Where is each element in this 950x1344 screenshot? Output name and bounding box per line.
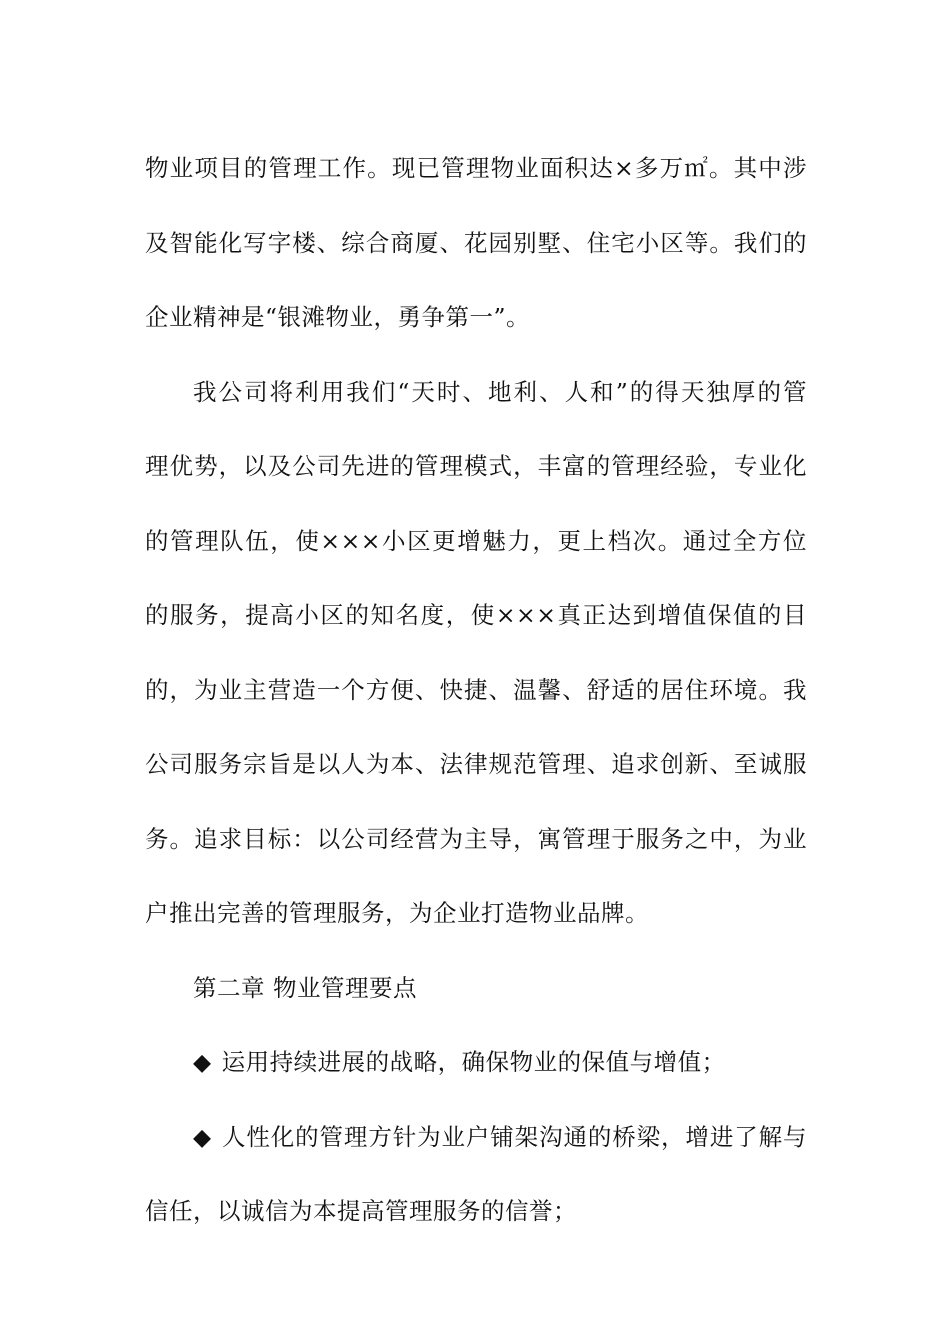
text-line: 务。追求目标：以公司经营为主导，寓管理于服务之中，为业 (145, 824, 807, 853)
text-line: 信任，以诚信为本提高管理服务的信誉； (145, 1197, 577, 1225)
paragraph-company-intro (145, 131, 807, 355)
bullet-text: 运用持续进展的战略，确保物业的保值与增值； (221, 1048, 726, 1076)
text-line: 公司服务宗旨是以人为本、法律规范管理、追求创新、至诚服 (145, 750, 807, 778)
diamond-bullet-icon: ◆ (193, 1122, 212, 1151)
bullet-line (145, 1100, 807, 1175)
text-line: 的，为业主营造一个方便、快捷、温馨、舒适的居住环境。我 (145, 675, 807, 704)
text-line: 物业项目的管理工作。现已管理物业面积达×多万㎡。其中涉 (145, 154, 807, 182)
chapter-title: 第二章 物业管理要点 (193, 973, 417, 1002)
bullet-text: 人性化的管理方针为业户铺架沟通的桥梁，增进了解与 (221, 1122, 807, 1151)
text-line: 企业精神是“银滩物业，勇争第一”。 (145, 303, 531, 331)
text-line: 我公司将利用我们“天时、地利、人和”的得天独厚的管 (193, 377, 807, 406)
text-line: 理优势，以及公司先进的管理模式，丰富的管理经验，专业化 (145, 452, 807, 480)
text-line: 的服务，提高小区的知名度，使×××真正达到增值保值的目 (145, 601, 807, 629)
bullet-item-humanized (145, 1100, 807, 1249)
text-line: 的管理队伍，使×××小区更增魅力，更上档次。通过全方位 (145, 526, 807, 555)
document-body (145, 131, 807, 1249)
diamond-bullet-icon: ◆ (193, 1048, 212, 1076)
text-line: 及智能化写字楼、综合商厦、花园别墅、住宅小区等。我们的 (145, 228, 807, 257)
bullet-item-strategy (145, 1025, 807, 1100)
text-line: 户推出完善的管理服务，为企业打造物业品牌。 (145, 899, 649, 927)
paragraph-management-advantage (145, 355, 807, 951)
bullet-line (145, 1025, 807, 1100)
chapter-heading (145, 951, 807, 1026)
